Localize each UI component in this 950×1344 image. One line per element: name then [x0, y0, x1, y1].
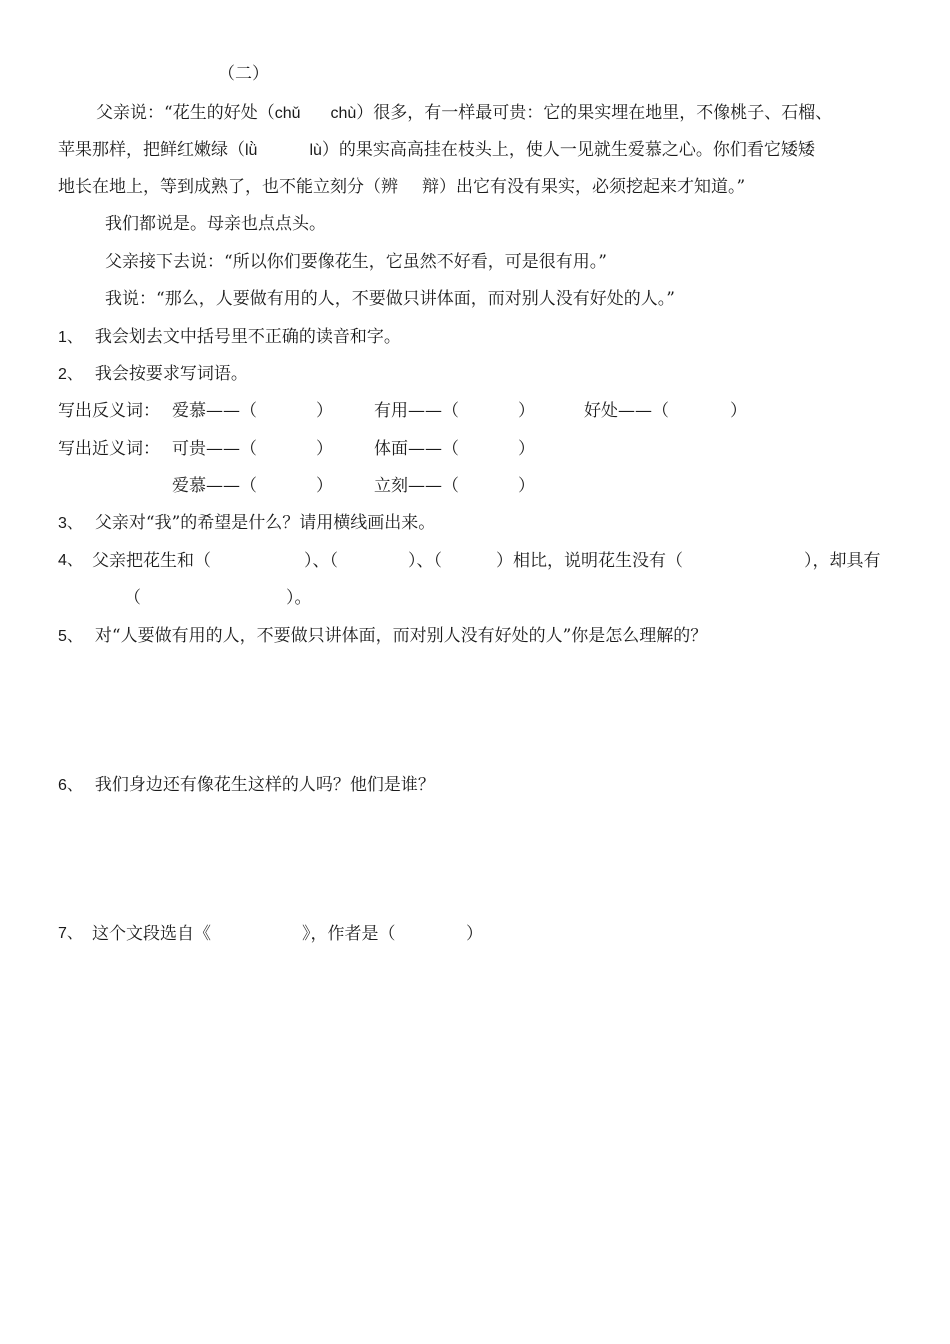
question-text: ）相比，说明花生没有（: [496, 551, 683, 571]
passage-text: 辩）出它有没有果实，必须挖起来才知道。”: [422, 177, 746, 197]
question-7: [58, 922, 558, 946]
question-text: 父亲把花生和（: [92, 551, 211, 571]
passage-paragraph-3: 父亲接下去说：“所以你们要像花生，它虽然不好看，可是很有用。”: [105, 252, 607, 272]
close-paren: ）: [518, 401, 535, 421]
antonym-label: 写出反义词：: [58, 401, 160, 421]
synonym-row-2: [58, 474, 858, 498]
passage-line-2: [58, 138, 815, 162]
close-paren: ）: [730, 401, 747, 421]
close-paren: ）: [316, 401, 333, 421]
antonym-row: [58, 399, 858, 423]
close-paren: ）: [316, 439, 333, 459]
question-text: ）。: [286, 588, 312, 608]
question-6: [58, 773, 435, 797]
pinyin-option: chù: [330, 105, 357, 122]
question-text: 我会划去文中括号里不正确的读音和字。: [94, 327, 401, 347]
question-text: 我会按要求写词语。: [94, 364, 248, 384]
question-4: [58, 549, 894, 573]
question-text: 对“人要做有用的人，不要做只讲体面，而对别人没有好处的人”你是怎么理解的？: [94, 626, 708, 646]
question-text: ）: [466, 924, 483, 944]
passage-text: ）的果实高高挂在枝头上，使人一见就生爱慕之心。你们看它矮矮: [321, 140, 815, 160]
synonym-label: 写出近义词：: [58, 439, 160, 459]
question-text: ）、（: [304, 551, 338, 571]
question-text: 父亲对“我”的希望是什么？请用横线画出来。: [94, 513, 436, 533]
question-text: （: [124, 588, 141, 608]
question-number: 1、: [58, 329, 83, 346]
close-paren: ）: [518, 439, 535, 459]
question-5: [58, 624, 707, 648]
antonym-item-2[interactable]: 有用——（: [374, 401, 459, 421]
question-number: 5、: [58, 628, 83, 645]
pinyin-option: chǔ: [274, 105, 301, 122]
question-number: 7、: [58, 925, 83, 942]
question-number: 6、: [58, 777, 83, 794]
passage-text: 父亲说：“花生的好处（: [96, 103, 275, 123]
synonym-item-1[interactable]: 可贵——（: [172, 439, 257, 459]
question-text: ）、（: [408, 551, 442, 571]
antonym-item-3[interactable]: 好处——（: [584, 401, 669, 421]
passage-paragraph-4: 我说：“那么，人要做有用的人，不要做只讲体面，而对别人没有好处的人。”: [105, 289, 675, 309]
question-3: [58, 511, 435, 535]
close-paren: ）: [316, 476, 333, 496]
synonym-item-4[interactable]: 立刻——（: [374, 476, 459, 496]
synonym-item-2[interactable]: 体面——（: [374, 439, 459, 459]
question-number: 2、: [58, 366, 83, 383]
question-text: 》，作者是（: [302, 924, 396, 944]
question-number: 3、: [58, 515, 83, 532]
synonym-item-3[interactable]: 爱慕——（: [172, 476, 257, 496]
question-4-cont: [58, 586, 458, 610]
antonym-item-1[interactable]: 爱慕——（: [172, 401, 257, 421]
question-text: 这个文段选自《: [92, 924, 211, 944]
pinyin-option: lǜ: [245, 142, 258, 159]
pinyin-option: lù: [309, 142, 322, 159]
section-title: （二）: [218, 64, 269, 84]
passage-text: ）很多，有一样最可贵：它的果实埋在地里，不像桃子、石榴、: [356, 103, 833, 123]
passage-text: 地长在地上，等到成熟了，也不能立刻分（辨: [58, 177, 398, 197]
synonym-row-1: [58, 437, 858, 461]
passage-line-3: [58, 175, 745, 199]
passage-text: 苹果那样，把鲜红嫩绿（: [58, 140, 245, 160]
close-paren: ）: [518, 476, 535, 496]
passage-line-1: [96, 101, 832, 125]
question-number: 4、: [58, 552, 83, 569]
passage-paragraph-2: 我们都说是。母亲也点点头。: [105, 214, 326, 234]
question-1: [58, 325, 401, 349]
question-text: 我们身边还有像花生这样的人吗？他们是谁？: [94, 775, 435, 795]
question-text: ），却具有: [804, 551, 881, 571]
question-2: [58, 362, 248, 386]
